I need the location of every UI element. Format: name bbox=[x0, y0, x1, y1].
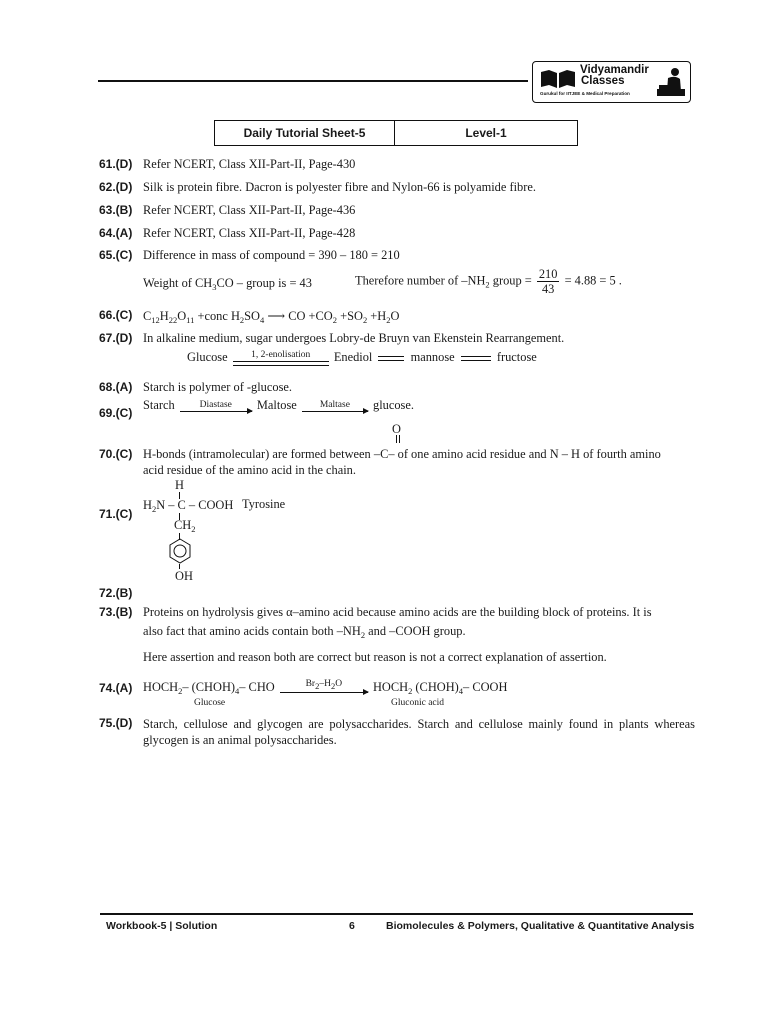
answer-text: In alkaline medium, sugar undergoes Lobry-de Bruyn van Ekenstein Rearrangement. bbox=[143, 331, 565, 345]
answer-number: 62.(D) bbox=[99, 180, 133, 194]
header-rule bbox=[98, 80, 528, 82]
student-icon bbox=[653, 65, 687, 99]
answer-number: 65.(C) bbox=[99, 248, 133, 262]
q73-line1: Proteins on hydrolysis gives α–amino acid because amino acids are the building block of proteins. It is bbox=[143, 605, 652, 619]
footer-page-number: 6 bbox=[349, 920, 355, 932]
answer-number: 70.(C) bbox=[99, 447, 133, 461]
answer-number: 69.(C) bbox=[99, 406, 133, 420]
sheet-level: Level-1 bbox=[465, 126, 507, 140]
answer-text: Starch is polymer of -glucose. bbox=[143, 380, 292, 394]
double-bond-line bbox=[399, 435, 400, 443]
q67-reaction: Glucose 1, 2-enolisation Enediol mannose fructose bbox=[187, 350, 537, 366]
benzene-ring-icon bbox=[168, 538, 192, 564]
answer-text: Refer NCERT, Class XII-Part-II, Page-430 bbox=[143, 157, 356, 171]
answer-number: 66.(C) bbox=[99, 308, 133, 322]
q73-line2: also fact that amino acids contain both $-NH_2$ and –COOH group. bbox=[143, 624, 466, 640]
tyrosine-label: Tyrosine bbox=[242, 497, 286, 511]
answer-text: Refer NCERT, Class XII-Part-II, Page-436 bbox=[143, 203, 356, 217]
sheet-header-table bbox=[214, 120, 578, 146]
answer-text: Starch, cellulose and glycogen are polysaccharides. Starch and cellulose mainly found in plants whereas glycogen is an animal polysaccharides. bbox=[143, 717, 695, 747]
q74-reaction: $HOCH_2-$ $(CHOH)_4-$ CHO $Br_2-H_2O$ $HOCH_2$ $(CHOH)_4-$ COOH bbox=[143, 679, 508, 696]
q73-line3: Here assertion and reason both are correct but reason is not a correct explanation of assertion. bbox=[143, 650, 607, 664]
answer-number: 63.(B) bbox=[99, 203, 133, 217]
answer-number: 71.(C) bbox=[99, 507, 133, 521]
q70-text: H-bonds (intramolecular) are formed between –C– of one amino acid residue and N – H of fourth amino bbox=[143, 447, 661, 461]
brand-name: Vidyamandir Classes bbox=[580, 64, 649, 87]
answer-text: Silk is protein fibre. Dacron is polyester fibre and Nylon-66 is polyamide fibre. bbox=[143, 180, 536, 194]
sheet-title: Daily Tutorial Sheet-5 bbox=[215, 121, 395, 145]
q74-glucose-label: Glucose bbox=[194, 698, 226, 708]
answer-number: 73.(B) bbox=[99, 605, 133, 619]
q65-weight: Weight of $CH_3CO$ – group is = 43 bbox=[143, 276, 312, 292]
q70-oxygen: O bbox=[392, 422, 401, 436]
q74-gluconic-label: Gluconic acid bbox=[391, 698, 445, 708]
answer-number: 75.(D) bbox=[99, 716, 133, 730]
q69-reaction: Starch Diastase Maltose Maltase glucose. bbox=[143, 398, 414, 412]
q65-calculation: Therefore number of $-NH_2$ group = $\frac{210}{43}$ = 4.88 = 5 . bbox=[355, 267, 622, 296]
double-bond-line bbox=[396, 435, 397, 443]
footer-chapter: Biomolecules & Polymers, Qualitative & Quantitative Analysis bbox=[386, 920, 695, 932]
tyrosine-structure: H $H_2N$ – C – COOH $CH_2$ OH Tyrosine bbox=[143, 478, 286, 583]
answer-number: 72.(B) bbox=[99, 586, 133, 600]
answer-number: 64.(A) bbox=[99, 226, 133, 240]
answer-text: Difference in mass of compound = 390 – 180 = 210 bbox=[143, 248, 400, 262]
brand-tagline: Gurukul for IITJEE & Medical Preparation bbox=[540, 91, 630, 96]
q70-text-line2: acid residue of the amino acid in the chain. bbox=[143, 463, 356, 477]
answer-text: Refer NCERT, Class XII-Part-II, Page-428 bbox=[143, 226, 356, 240]
q65-fraction: $\frac{210}{43}$ bbox=[538, 267, 558, 296]
footer-workbook: Workbook-5 | Solution bbox=[106, 920, 218, 932]
answer-number: 61.(D) bbox=[99, 157, 133, 171]
answer-number: 67.(D) bbox=[99, 331, 133, 345]
q66-equation: $C_{12}H_{22}O_{11}$ +conc $H_2SO_4$ ⟶ CO $+CO_2 +SO_2 +H_2O$ bbox=[143, 309, 400, 325]
answer-number: 74.(A) bbox=[99, 681, 133, 695]
book-icon bbox=[539, 68, 577, 90]
answer-number: 68.(A) bbox=[99, 380, 133, 394]
footer-rule bbox=[100, 913, 693, 915]
